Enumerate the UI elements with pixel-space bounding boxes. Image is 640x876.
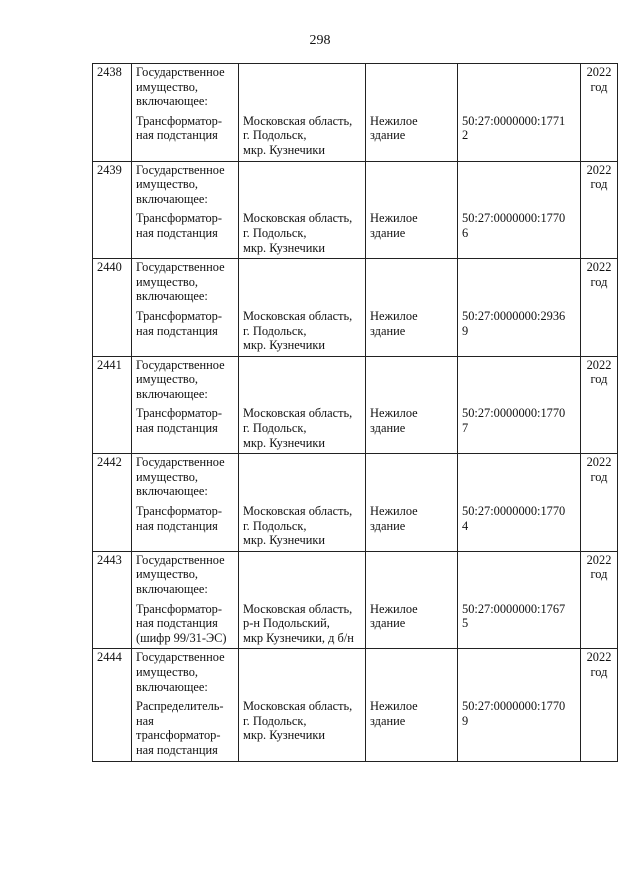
- cadastral-line: 4: [462, 518, 469, 533]
- group-label-line: имущество,: [136, 469, 198, 484]
- type-line: здание: [370, 518, 406, 533]
- year-cell: [581, 161, 618, 259]
- cadastral-blank-cell: [458, 64, 581, 112]
- row-number: 2438: [93, 64, 132, 162]
- address-line: мкр. Кузнечики: [243, 533, 326, 548]
- year-cell: [581, 454, 618, 552]
- address-blank-cell: [239, 356, 366, 404]
- type-line: здание: [370, 421, 406, 436]
- row-number: 2439: [93, 161, 132, 259]
- type-blank-cell: [366, 64, 458, 112]
- object-name-line: ная: [136, 713, 154, 728]
- address-line: г. Подольск,: [243, 518, 307, 533]
- type-cell: [366, 600, 458, 649]
- type-cell: [366, 502, 458, 551]
- type-cell: [366, 307, 458, 356]
- address-line: р-н Подольский,: [243, 616, 330, 631]
- address-cell: [239, 404, 366, 453]
- group-label-cell: [132, 356, 239, 404]
- cadastral-line: 50:27:0000000:1770: [462, 699, 566, 714]
- type-cell: [366, 112, 458, 161]
- year-line: год: [590, 79, 608, 94]
- group-label-line: Государственное: [136, 455, 225, 470]
- address-line: г. Подольск,: [243, 713, 307, 728]
- year-line: 2022: [586, 455, 612, 470]
- object-name-line: Распределитель-: [136, 699, 224, 714]
- year-line: год: [590, 664, 608, 679]
- group-label-line: включающее:: [136, 191, 208, 206]
- address-line: мкр. Кузнечики: [243, 728, 326, 743]
- year-line: год: [590, 274, 608, 289]
- object-name-line: ная подстанция: [136, 225, 218, 240]
- address-line: г. Подольск,: [243, 225, 307, 240]
- table-row-detail: [93, 502, 618, 551]
- address-line: мкр. Кузнечики: [243, 142, 326, 157]
- address-line: мкр Кузнечики, д б/н: [243, 630, 354, 645]
- year-cell: [581, 551, 618, 649]
- cadastral-cell: [458, 112, 581, 161]
- group-label-cell: [132, 649, 239, 697]
- address-line: Московская область,: [243, 113, 353, 128]
- table-row: [93, 551, 618, 599]
- group-label-line: имущество,: [136, 567, 198, 582]
- address-line: Московская область,: [243, 406, 353, 421]
- cadastral-line: 9: [462, 713, 469, 728]
- group-label-line: имущество,: [136, 372, 198, 387]
- cadastral-line: 5: [462, 616, 469, 631]
- type-blank-cell: [366, 259, 458, 307]
- address-cell: [239, 502, 366, 551]
- address-line: г. Подольск,: [243, 323, 307, 338]
- address-line: Московская область,: [243, 211, 353, 226]
- group-label-cell: [132, 64, 239, 112]
- cadastral-cell: [458, 404, 581, 453]
- address-line: Московская область,: [243, 504, 353, 519]
- property-registry-table: [92, 63, 618, 762]
- type-blank-cell: [366, 356, 458, 404]
- object-name-line: трансформатор-: [136, 728, 221, 743]
- object-name-line: Трансформатор-: [136, 308, 223, 323]
- table-row-detail: [93, 404, 618, 453]
- object-name-cell: [132, 209, 239, 258]
- group-label-line: включающее:: [136, 679, 208, 694]
- page-number: 298: [309, 33, 331, 48]
- type-line: Нежилое: [370, 113, 418, 128]
- group-label-cell: [132, 551, 239, 599]
- type-blank-cell: [366, 161, 458, 209]
- type-line: здание: [370, 323, 406, 338]
- cadastral-line: 6: [462, 225, 469, 240]
- group-label-line: имущество,: [136, 79, 198, 94]
- cadastral-blank-cell: [458, 454, 581, 502]
- object-name-line: ная подстанция: [136, 518, 218, 533]
- group-label-line: Государственное: [136, 650, 225, 665]
- row-number: 2440: [93, 259, 132, 357]
- group-label-line: включающее:: [136, 582, 208, 596]
- cadastral-cell: [458, 502, 581, 551]
- cadastral-blank-cell: [458, 649, 581, 697]
- group-label-line: Государственное: [136, 552, 225, 567]
- group-label-line: имущество,: [136, 664, 198, 679]
- type-line: Нежилое: [370, 699, 418, 714]
- object-name-line: Трансформатор-: [136, 211, 223, 226]
- cadastral-blank-cell: [458, 161, 581, 209]
- group-label-line: Государственное: [136, 260, 225, 275]
- address-cell: [239, 112, 366, 161]
- address-blank-cell: [239, 161, 366, 209]
- group-label-line: включающее:: [136, 484, 208, 499]
- cadastral-line: 50:27:0000000:1770: [462, 504, 566, 519]
- address-line: г. Подольск,: [243, 421, 307, 436]
- address-blank-cell: [239, 259, 366, 307]
- object-name-cell: [132, 404, 239, 453]
- table-row: [93, 454, 618, 502]
- object-name-line: Трансформатор-: [136, 504, 223, 519]
- year-line: год: [590, 372, 608, 387]
- address-line: мкр. Кузнечики: [243, 240, 326, 255]
- address-line: Московская область,: [243, 699, 353, 714]
- year-line: 2022: [586, 162, 612, 177]
- address-cell: [239, 600, 366, 649]
- row-number: 2442: [93, 454, 132, 552]
- cadastral-cell: [458, 697, 581, 761]
- row-number: 2443: [93, 551, 132, 649]
- year-line: год: [590, 469, 608, 484]
- group-label-line: Государственное: [136, 162, 225, 177]
- type-line: здание: [370, 225, 406, 240]
- type-line: Нежилое: [370, 406, 418, 421]
- table-body: [93, 64, 618, 762]
- address-line: мкр. Кузнечики: [243, 435, 326, 450]
- group-label-line: включающее:: [136, 386, 208, 401]
- type-line: Нежилое: [370, 504, 418, 519]
- year-cell: [581, 649, 618, 761]
- cadastral-line: 50:27:0000000:2936: [462, 308, 566, 323]
- cadastral-line: 50:27:0000000:1767: [462, 601, 566, 616]
- address-blank-cell: [239, 454, 366, 502]
- object-name-cell: [132, 112, 239, 161]
- year-cell: [581, 259, 618, 357]
- object-name-line: Трансформатор-: [136, 601, 223, 616]
- object-name-cell: [132, 697, 239, 761]
- table-row: [93, 64, 618, 112]
- address-line: мкр. Кузнечики: [243, 338, 326, 353]
- table-row-detail: [93, 600, 618, 649]
- year-cell: [581, 356, 618, 454]
- table-row: [93, 259, 618, 307]
- year-line: год: [590, 567, 608, 582]
- object-name-cell: [132, 600, 239, 649]
- table-row-detail: [93, 697, 618, 761]
- cadastral-line: 9: [462, 323, 469, 338]
- year-line: год: [590, 177, 608, 192]
- object-name-line: ная подстанция: [136, 421, 218, 436]
- table-row: [93, 356, 618, 404]
- table-row-detail: [93, 209, 618, 258]
- group-label-cell: [132, 454, 239, 502]
- type-blank-cell: [366, 454, 458, 502]
- address-blank-cell: [239, 551, 366, 599]
- type-line: здание: [370, 128, 406, 143]
- type-blank-cell: [366, 551, 458, 599]
- group-label-cell: [132, 161, 239, 209]
- address-cell: [239, 697, 366, 761]
- table-row: [93, 649, 618, 697]
- address-line: г. Подольск,: [243, 128, 307, 143]
- type-cell: [366, 697, 458, 761]
- cadastral-cell: [458, 600, 581, 649]
- table-row-detail: [93, 307, 618, 356]
- type-cell: [366, 404, 458, 453]
- object-name-line: Трансформатор-: [136, 113, 223, 128]
- group-label-line: включающее:: [136, 289, 208, 304]
- year-cell: [581, 64, 618, 162]
- cadastral-line: 7: [462, 421, 469, 436]
- object-name-line: Трансформатор-: [136, 406, 223, 421]
- row-number: 2441: [93, 356, 132, 454]
- cadastral-cell: [458, 307, 581, 356]
- year-line: 2022: [586, 552, 612, 567]
- group-label-cell: [132, 259, 239, 307]
- year-line: 2022: [586, 65, 612, 79]
- object-name-cell: [132, 502, 239, 551]
- cadastral-blank-cell: [458, 356, 581, 404]
- object-name-line: ная подстанция: [136, 128, 218, 143]
- address-blank-cell: [239, 649, 366, 697]
- object-name-cell: [132, 307, 239, 356]
- year-line: 2022: [586, 357, 612, 372]
- address-cell: [239, 307, 366, 356]
- object-name-line: ная подстанция: [136, 616, 218, 631]
- cadastral-line: 50:27:0000000:1770: [462, 406, 566, 421]
- address-line: Московская область,: [243, 308, 353, 323]
- type-blank-cell: [366, 649, 458, 697]
- type-line: Нежилое: [370, 601, 418, 616]
- group-label-line: имущество,: [136, 177, 198, 192]
- group-label-line: имущество,: [136, 274, 198, 289]
- cadastral-line: 2: [462, 128, 469, 143]
- table-row-detail: [93, 112, 618, 161]
- type-line: Нежилое: [370, 308, 418, 323]
- object-name-line: (шифр 99/31-ЭС): [136, 630, 227, 645]
- group-label-line: включающее:: [136, 94, 208, 109]
- table-row: [93, 161, 618, 209]
- object-name-line: ная подстанция: [136, 742, 218, 757]
- type-line: Нежилое: [370, 211, 418, 226]
- cadastral-line: 50:27:0000000:1771: [462, 113, 566, 128]
- year-line: 2022: [586, 260, 612, 275]
- cadastral-line: 50:27:0000000:1770: [462, 211, 566, 226]
- cadastral-blank-cell: [458, 259, 581, 307]
- cadastral-cell: [458, 209, 581, 258]
- group-label-line: Государственное: [136, 357, 225, 372]
- type-cell: [366, 209, 458, 258]
- object-name-line: ная подстанция: [136, 323, 218, 338]
- row-number: 2444: [93, 649, 132, 761]
- cadastral-blank-cell: [458, 551, 581, 599]
- group-label-line: Государственное: [136, 65, 225, 79]
- year-line: 2022: [586, 650, 612, 665]
- address-cell: [239, 209, 366, 258]
- type-line: здание: [370, 713, 406, 728]
- type-line: здание: [370, 616, 406, 631]
- address-line: Московская область,: [243, 601, 353, 616]
- address-blank-cell: [239, 64, 366, 112]
